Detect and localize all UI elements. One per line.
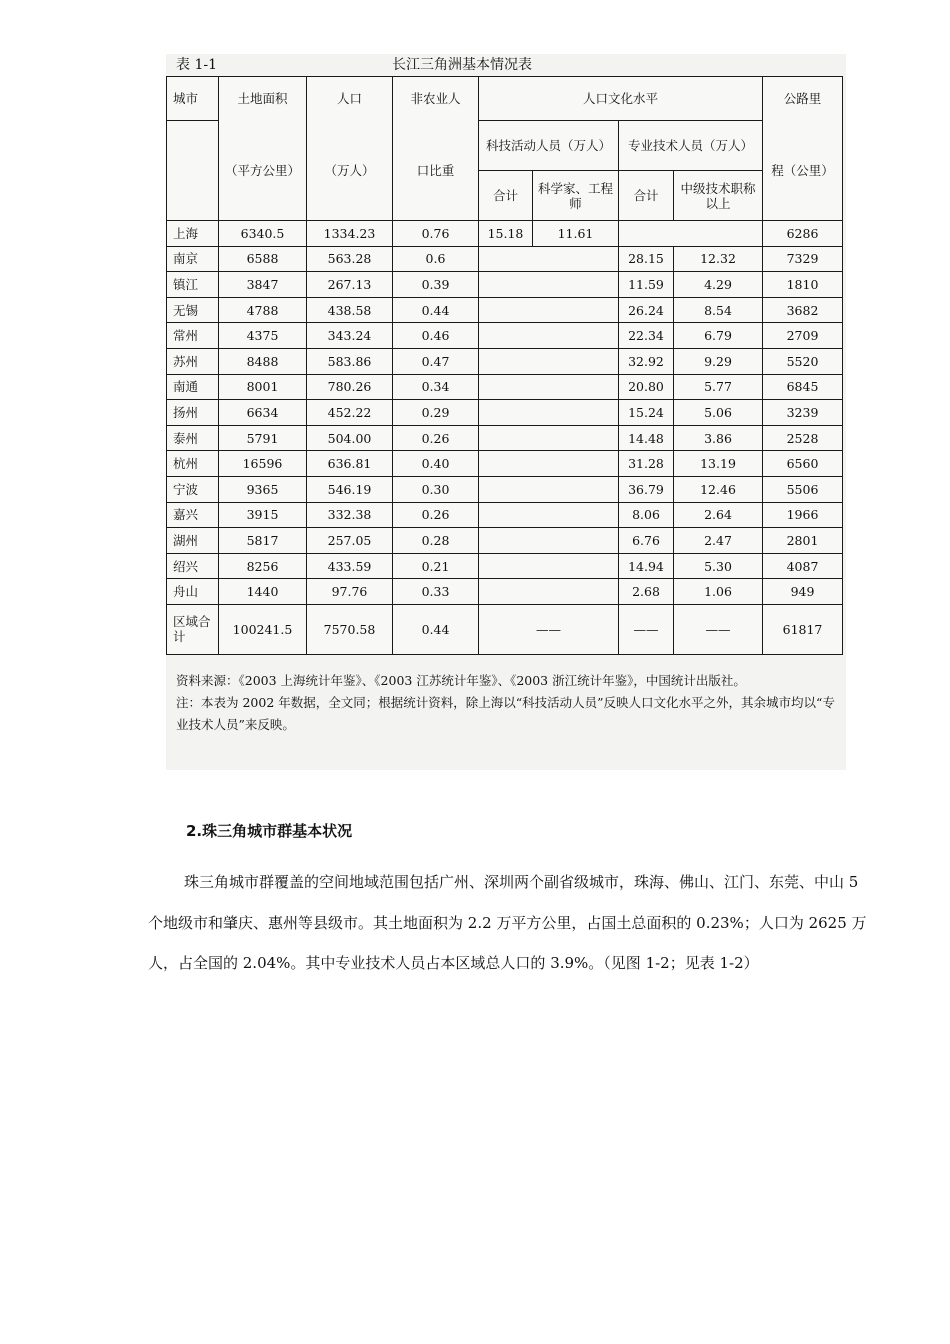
cell-prof-total: 22.34 [619,323,674,349]
table-row [167,348,843,374]
cell-land: 1440 [219,579,307,605]
cell-city: 舟山 [167,579,219,605]
cell-pop: 563.28 [307,246,393,272]
cell-city: 镇江 [167,272,219,298]
header-pop-top: 人口 [307,77,393,121]
cell-nonag: 0.39 [393,272,479,298]
cell-city: 苏州 [167,348,219,374]
cell-prof-total: 26.24 [619,297,674,323]
cell-nonag: 0.76 [393,221,479,247]
cell-land: 3915 [219,502,307,528]
cell-sci-empty [479,476,619,502]
cell-prof-sub: 9.29 [674,348,763,374]
cell-pop: 546.19 [307,476,393,502]
table-label: 表 1-1 [176,57,217,73]
cell-nonag: 0.26 [393,502,479,528]
cell-total-prof-total: —— [619,604,674,654]
cell-road: 949 [763,579,843,605]
cell-city: 绍兴 [167,553,219,579]
cell-total-label: 区域合计 [167,604,219,654]
table-notes [176,670,846,736]
cell-prof-total: 15.24 [619,400,674,426]
cell-sci-empty [479,553,619,579]
table-title: 长江三角洲基本情况表 [392,57,532,73]
cell-land: 6340.5 [219,221,307,247]
header-sci-sub: 科学家、工程师 [533,171,619,221]
cell-city: 泰州 [167,425,219,451]
cell-sci-sub: 11.61 [533,221,619,247]
table-row [167,502,843,528]
cell-total-nonag: 0.44 [393,604,479,654]
cell-nonag: 0.26 [393,425,479,451]
cell-pop: 1334.23 [307,221,393,247]
cell-prof-sub: 5.30 [674,553,763,579]
cell-total-land: 100241.5 [219,604,307,654]
cell-sci-empty [479,451,619,477]
cell-land: 8001 [219,374,307,400]
cell-prof-total: 36.79 [619,476,674,502]
table-row [167,374,843,400]
cell-road: 3682 [763,297,843,323]
cell-prof-sub: 12.46 [674,476,763,502]
cell-prof-total: 31.28 [619,451,674,477]
cell-nonag: 0.30 [393,476,479,502]
cell-prof-total: 8.06 [619,502,674,528]
cell-road: 6286 [763,221,843,247]
cell-sci-empty [479,400,619,426]
source-note: 资料来源：《2003 上海统计年鉴》、《2003 江苏统计年鉴》、《2003 浙江统计年鉴》，中国统计出版社。 [176,673,746,688]
cell-road: 1810 [763,272,843,298]
cell-pop: 780.26 [307,374,393,400]
cell-road: 7329 [763,246,843,272]
cell-road: 3239 [763,400,843,426]
cell-land: 6634 [219,400,307,426]
cell-road: 4087 [763,553,843,579]
cell-nonag: 0.40 [393,451,479,477]
cell-road: 6560 [763,451,843,477]
cell-nonag: 0.28 [393,528,479,554]
cell-pop: 257.05 [307,528,393,554]
cell-prof-total: 14.48 [619,425,674,451]
table-row [167,221,843,247]
cell-nonag: 0.44 [393,297,479,323]
header-culture: 人口文化水平 [479,77,763,121]
cell-prof-total: 14.94 [619,553,674,579]
cell-land: 3847 [219,272,307,298]
cell-prof-total: 28.15 [619,246,674,272]
cell-total-prof-sub: —— [674,604,763,654]
table-row [167,400,843,426]
cell-road: 5506 [763,476,843,502]
header-prof-sub: 中级技术职称以上 [674,171,763,221]
cell-sci-empty [479,297,619,323]
cell-city: 上海 [167,221,219,247]
cell-prof-sub: 8.54 [674,297,763,323]
cell-sci-empty [479,502,619,528]
cell-prof-total: 2.68 [619,579,674,605]
cell-land: 8256 [219,553,307,579]
cell-sci-empty [479,425,619,451]
cell-city: 宁波 [167,476,219,502]
cell-pop: 267.13 [307,272,393,298]
header-nonag-top: 非农业人 [393,77,479,121]
cell-prof-sub: 5.06 [674,400,763,426]
table-row [167,528,843,554]
header-land-top: 土地面积 [219,77,307,121]
cell-land: 8488 [219,348,307,374]
table-row [167,272,843,298]
cell-land: 6588 [219,246,307,272]
cell-city: 无锡 [167,297,219,323]
cell-prof-sub: 1.06 [674,579,763,605]
cell-road: 2801 [763,528,843,554]
table-row [167,451,843,477]
cell-city: 南通 [167,374,219,400]
cell-land: 5817 [219,528,307,554]
cell-prof-total: 20.80 [619,374,674,400]
cell-nonag: 0.47 [393,348,479,374]
cell-pop: 504.00 [307,425,393,451]
cell-prof-empty [619,221,763,247]
cell-land: 16596 [219,451,307,477]
cell-prof-sub: 13.19 [674,451,763,477]
table-row [167,297,843,323]
cell-land: 4788 [219,297,307,323]
data-table-container [166,76,846,655]
table-row [167,476,843,502]
cell-total-road: 61817 [763,604,843,654]
cell-prof-sub: 6.79 [674,323,763,349]
cell-land: 9365 [219,476,307,502]
cell-road: 2528 [763,425,843,451]
table-row [167,425,843,451]
cell-prof-sub: 4.29 [674,272,763,298]
cell-city: 杭州 [167,451,219,477]
cell-pop: 343.24 [307,323,393,349]
cell-prof-sub: 2.64 [674,502,763,528]
cell-nonag: 0.21 [393,553,479,579]
cell-total-sci: —— [479,604,619,654]
header-road-unit: 程（公里） [763,121,843,221]
footnote: 注：本表为 2002 年数据，全文同；根据统计资料，除上海以“科技活动人员”反映人口文化水平之外，其余城市均以“专业技术人员”来反映。 [176,695,835,732]
header-prof-total: 合计 [619,171,674,221]
cell-sci-empty [479,272,619,298]
table-row [167,579,843,605]
cell-pop: 636.81 [307,451,393,477]
cell-prof-sub: 5.77 [674,374,763,400]
cell-prof-sub: 12.32 [674,246,763,272]
cell-pop: 97.76 [307,579,393,605]
cell-road: 6845 [763,374,843,400]
cell-city: 南京 [167,246,219,272]
cell-sci-empty [479,246,619,272]
cell-pop: 438.58 [307,297,393,323]
cell-sci-total: 15.18 [479,221,533,247]
cell-land: 4375 [219,323,307,349]
header-pop-unit: （万人） [307,121,393,221]
cell-total-pop: 7570.58 [307,604,393,654]
table-row [167,323,843,349]
cell-prof-total: 32.92 [619,348,674,374]
cell-road: 2709 [763,323,843,349]
cell-prof-sub: 2.47 [674,528,763,554]
cell-nonag: 0.6 [393,246,479,272]
cell-nonag: 0.34 [393,374,479,400]
header-land-unit: （平方公里） [219,121,307,221]
cell-road: 1966 [763,502,843,528]
table-total-row [167,604,843,654]
table-row [167,553,843,579]
section-heading: 2.珠三角城市群基本状况 [186,822,353,840]
cell-prof-total: 6.76 [619,528,674,554]
body-paragraph: 珠三角城市群覆盖的空间地域范围包括广州、深圳两个副省级城市，珠海、佛山、江门、东莞、中山 5 个地级市和肇庆、惠州等县级市。其土地面积为 2.2 万平方公里，占国土总面积的 0.23%；人口为 2625 万人，占全国的 2.04%。其中专业技术人员占本区域总人口的 3.9%。（见图 1-2；见表 1-2） [148,873,867,972]
data-table [166,76,843,655]
header-sci-total: 合计 [479,171,533,221]
cell-road: 5520 [763,348,843,374]
cell-pop: 583.86 [307,348,393,374]
header-sci-group: 科技活动人员（万人） [479,121,619,171]
cell-city: 湖州 [167,528,219,554]
cell-pop: 452.22 [307,400,393,426]
cell-nonag: 0.46 [393,323,479,349]
header-prof-group: 专业技术人员（万人） [619,121,763,171]
cell-nonag: 0.33 [393,579,479,605]
header-city: 城市 [167,77,219,121]
cell-sci-empty [479,528,619,554]
table-row [167,246,843,272]
cell-pop: 332.38 [307,502,393,528]
header-road-top: 公路里 [763,77,843,121]
cell-prof-sub: 3.86 [674,425,763,451]
cell-nonag: 0.29 [393,400,479,426]
cell-sci-empty [479,579,619,605]
cell-prof-total: 11.59 [619,272,674,298]
cell-land: 5791 [219,425,307,451]
cell-pop: 433.59 [307,553,393,579]
cell-sci-empty [479,348,619,374]
header-nonag-unit: 口比重 [393,121,479,221]
cell-sci-empty [479,374,619,400]
cell-city: 嘉兴 [167,502,219,528]
cell-city: 常州 [167,323,219,349]
cell-sci-empty [479,323,619,349]
cell-city: 扬州 [167,400,219,426]
